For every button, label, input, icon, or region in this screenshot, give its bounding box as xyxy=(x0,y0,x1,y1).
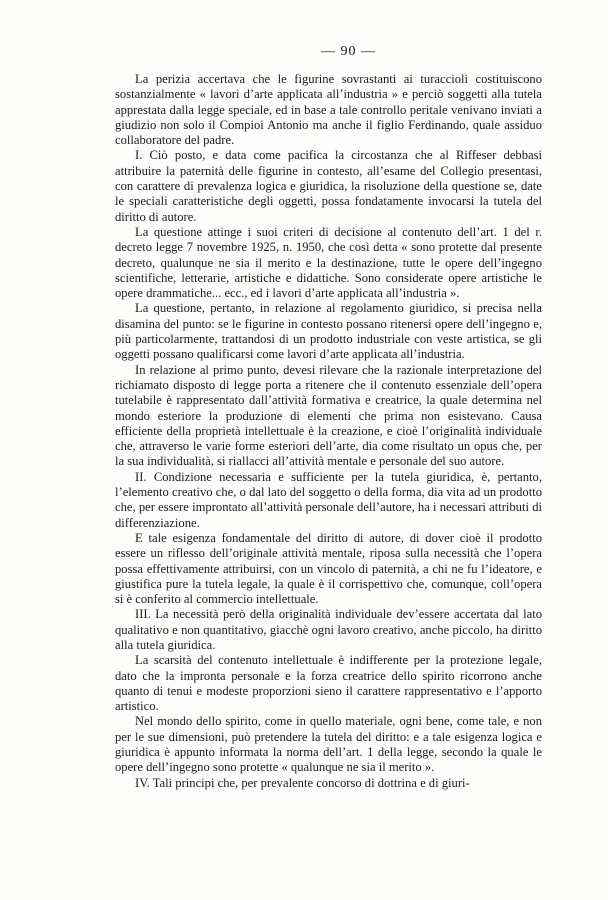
paragraph: In relazione al primo punto, devesi rilevare che la razionale interpretazione del richiamato disposto di legge porta a ritenere che il contenuto essenziale dell’opera tutelabile è rappresentato dall’attività formativa e creatrice, la quale determina nel mondo esteriore la produzione di elementi che prima non esistevano. Causa efficiente della proprietà intellettuale è la creazione, e cioè l’originalità individuale che, attraverso le varie forme esteriori dell’arte, dia come risultato un opus che, per la sua individualità, si riallacci all’attività mentale e personale del suo autore. xyxy=(115,362,542,469)
paragraph: La questione attinge i suoi criteri di decisione al contenuto dell’art. 1 del r. decreto legge 7 novembre 1925, n. 1950, che così detta « sono protette dal presente decreto, qualunque ne sia il merito e la destinazione, tutte le opere dell’ingegno scientifiche, letterarie, artistiche e didattiche. Sono considerate opere artistiche le opere drammatiche... ecc., ed i lavori d’arte applicata all’industria ». xyxy=(115,224,542,301)
paragraph: La questione, pertanto, in relazione al regolamento giuridico, si precisa nella disamina del punto: se le figurine in contesto possano ritenersi opere dell’ingegno e, più particolarmente, trattandosi di un prodotto industriale con veste artistica, se gli oggetti possano qualificarsi come lavori d’arte applicata all’industria. xyxy=(115,301,542,362)
paragraph: III. La necessità però della originalità individuale dev’essere accertata dal lato qualitativo e non quantitativo, giacchè ogni lavoro creativo, anche piccolo, ha diritto alla tutela giuridica. xyxy=(115,607,542,652)
body-text xyxy=(115,72,542,791)
paragraph: II. Condizione necessaria e sufficiente per la tutela giuridica, è, pertanto, l’elemento creativo che, o dal lato del soggetto o della forma, dia vita ad un prodotto che, per essere improntato all’attività personale dell’autore, ha i necessari attributi di differenziazione. xyxy=(115,469,542,530)
page-number: — 90 — xyxy=(321,44,376,59)
paragraph: E tale esigenza fondamentale del diritto di autore, di dover cioè il prodotto essere un riflesso dell’originale attività mentale, riposa sulla necessità che l’opera possa effettivamente attribuirsi, con un vincolo di paternità, a chi ne fu l’ideatore, e giustifica pure la tutela legale, la quale è il corrispettivo che, comunque, coll’opera si è conferito al commercio intellettuale. xyxy=(115,530,542,607)
paragraph: La scarsità del contenuto intellettuale è indifferente per la protezione legale, dato che la impronta personale e la forza creatrice dello spirito ricorrono anche quanto di tenui e modeste proporzioni sieno il carattere rappresentativo e l’apporto artistico. xyxy=(115,653,542,714)
paragraph: I. Ciò posto, e data come pacifica la circostanza che al Riffeser debbasi attribuire la paternità delle figurine in contesto, all’esame del Collegio presentasi, con carattere di prevalenza logica e giuridica, la risoluzione della questione se, date le speciali caratteristiche degli oggetti, possa fondatamente invocarsi la tutela del diritto di autore. xyxy=(115,148,542,224)
paragraph: IV. Tali principi che, per prevalente concorso di dottrina e di giuri- xyxy=(135,775,470,790)
paragraph: La perizia accertava che le figurine sovrastanti ai turaccioli costituiscono sostanzialmente « lavori d’arte applicata all’industria » e perciò soggetti alla tutela apprestata dalla legge speciale, ed in base a tale controllo peritale venivano inviati a giudizio non solo il Compioi Antonio ma anche il figlio Ferdinando, quale assiduo collaboratore del padre. xyxy=(115,72,542,148)
paragraph: Nel mondo dello spirito, come in quello materiale, ogni bene, come tale, e non per le sue dimensioni, può pretendere la tutela del diritto: e a tale esigenza logica e giuridica è appunto informata la norma dell’art. 1 della legge, secondo la quale le opere dell’ingegno sono protette « qualunque ne sia il merito ». xyxy=(115,714,542,775)
